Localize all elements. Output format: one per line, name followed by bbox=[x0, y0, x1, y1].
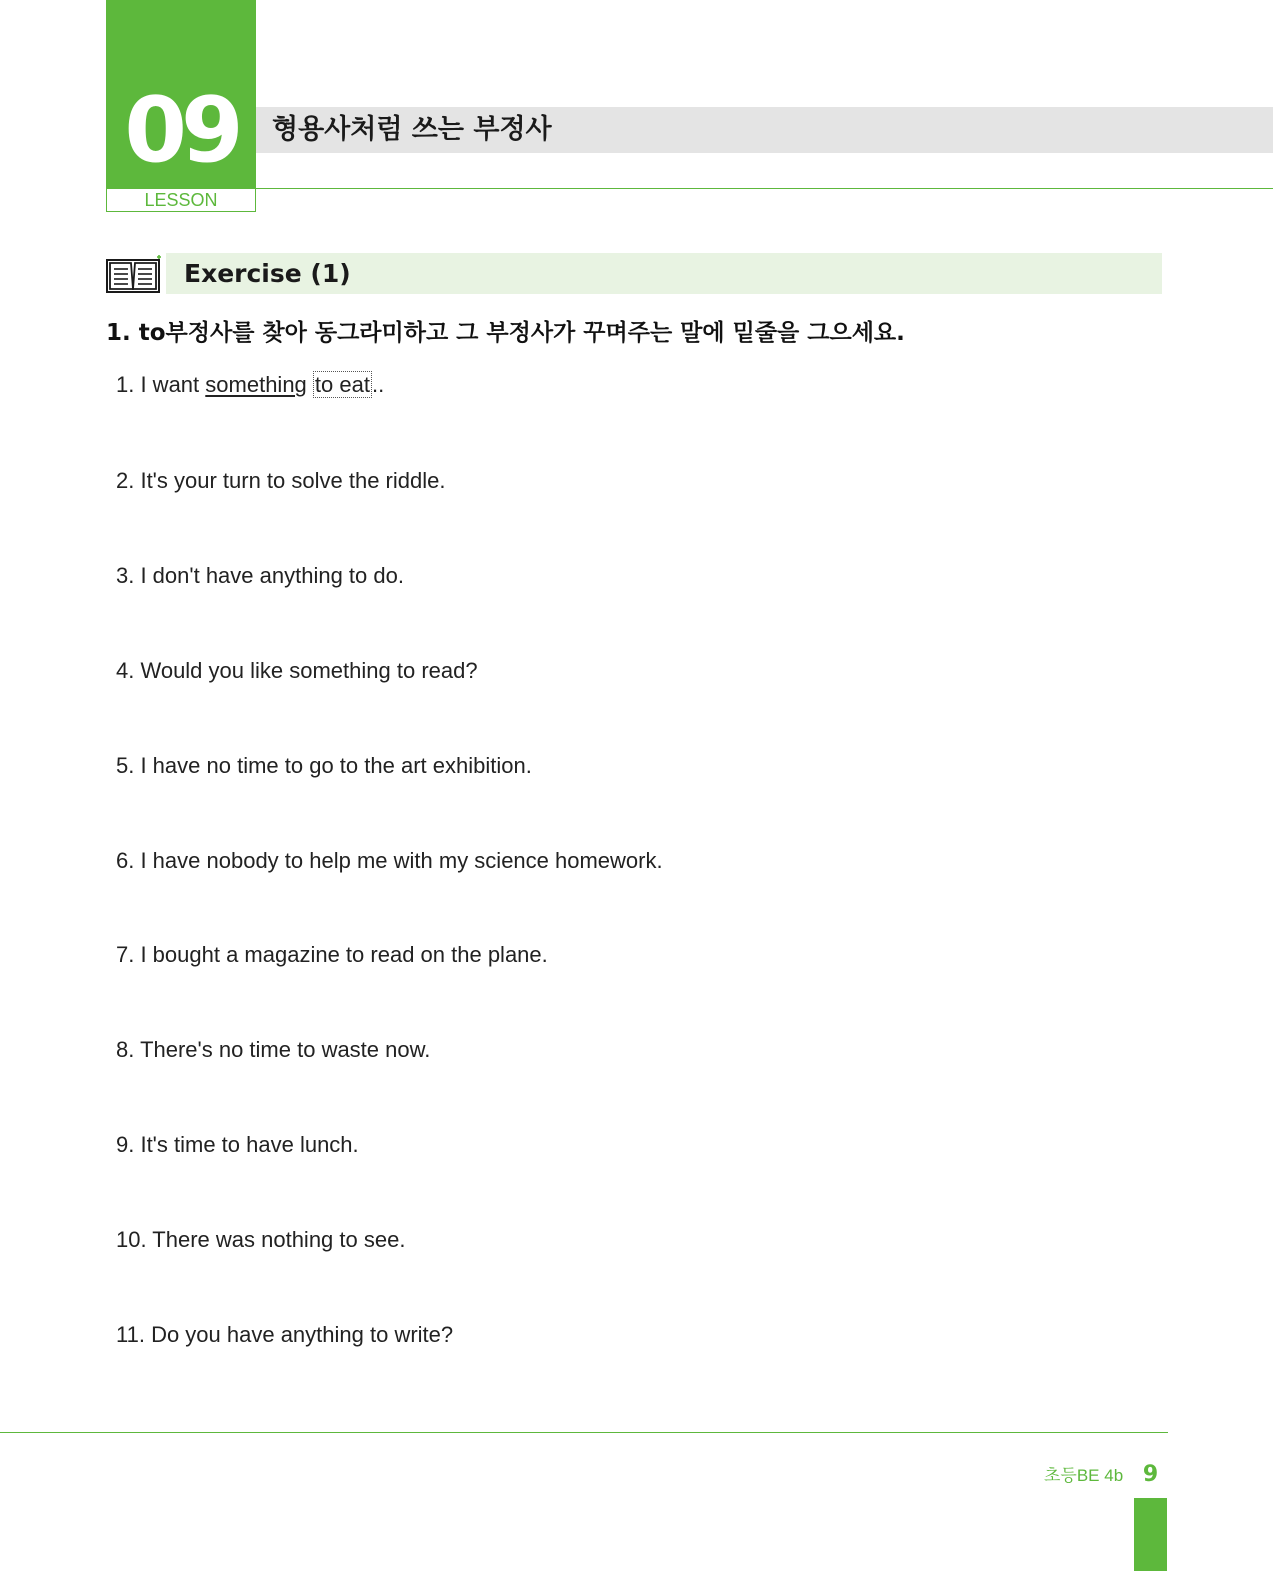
footer-book-title: 초등BE 4b bbox=[1044, 1466, 1124, 1485]
circled-infinitive: to eat bbox=[314, 372, 370, 397]
exercise-sentence: 2. It's your turn to solve the riddle. bbox=[116, 468, 446, 493]
title-divider bbox=[256, 188, 1273, 189]
example-prefix: 1. I want bbox=[116, 372, 206, 397]
open-book-icon bbox=[106, 253, 162, 295]
underlined-noun: something bbox=[205, 372, 307, 397]
lesson-number-block bbox=[106, 0, 256, 188]
exercise-title: Exercise (1) bbox=[184, 259, 351, 288]
exercise-sentence: 3. I don't have anything to do. bbox=[116, 563, 404, 588]
example-suffix: .. bbox=[371, 372, 385, 397]
exercise-sentence: 9. It's time to have lunch. bbox=[116, 1132, 359, 1157]
page-number: 9 bbox=[1142, 1462, 1159, 1487]
lesson-number: 09 bbox=[124, 78, 238, 183]
exercise-sentence: 10. There was nothing to see. bbox=[116, 1227, 406, 1252]
exercise-sentence: 8. There's no time to waste now. bbox=[116, 1037, 431, 1062]
lesson-label: LESSON bbox=[106, 188, 256, 212]
exercise-sentence: 11. Do you have anything to write? bbox=[116, 1322, 454, 1347]
exercise-sentence: 4. Would you like something to read? bbox=[116, 658, 478, 683]
lesson-title-band bbox=[256, 107, 1273, 153]
footer-divider bbox=[0, 1432, 1168, 1433]
lesson-title: 형용사처럼 쓰는 부정사 bbox=[272, 114, 552, 145]
exercise-instruction: 1. to부정사를 찾아 동그라미하고 그 부정사가 꾸며주는 말에 밑줄을 그으세요. bbox=[106, 320, 905, 346]
exercise-sentence: 5. I have no time to go to the art exhibition. bbox=[116, 753, 532, 778]
example-sentence bbox=[116, 370, 384, 400]
exercise-sentence: 7. I bought a magazine to read on the plane. bbox=[116, 942, 548, 967]
page-tab-marker bbox=[1134, 1498, 1167, 1571]
exercise-header-band bbox=[166, 253, 1162, 294]
exercise-sentence: 6. I have nobody to help me with my science homework. bbox=[116, 848, 663, 873]
